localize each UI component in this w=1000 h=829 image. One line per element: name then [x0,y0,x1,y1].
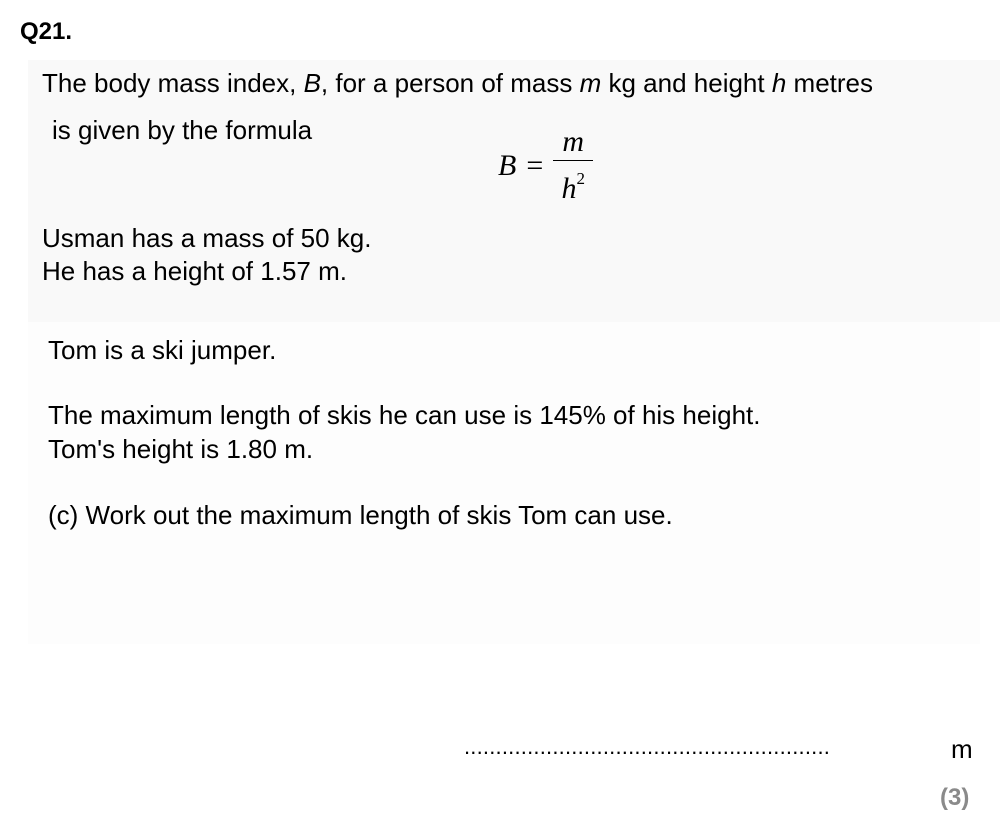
tom-ski-rule: The maximum length of skis he can use is 145% of his height. [48,400,761,430]
marks-label: (3) [940,784,970,811]
question-panel-bottom [28,322,980,644]
formula-equals: = [526,148,544,182]
formula-denominator: $h^2$ [561,169,585,205]
bmi-formula [498,124,593,207]
variable-m: m [579,68,602,98]
usman-mass: Usman has a mass of 50 kg. [42,223,372,253]
variable-h: h [771,68,787,98]
variable-b: B [303,68,321,98]
tom-intro: Tom is a ski jumper. [48,335,277,365]
answer-unit: m [951,734,973,764]
tom-height: Tom's height is 1.80 m. [48,434,314,464]
part-c-question: (c) Work out the maximum length of skis Tom can use. [48,500,673,530]
formula-numerator: m [562,125,585,158]
formula-exponent: 2 [576,169,585,188]
intro-line-2: is given by the formula [52,115,313,145]
question-number: Q21. [20,18,73,45]
answer-line[interactable]: .......................................................... [464,734,831,759]
formula-fraction [553,124,593,207]
usman-height: He has a height of 1.57 m. [42,256,347,286]
formula-lhs: B [498,148,517,182]
intro-line-1: The body mass index, B, for a person of mass m kg and height h metres [42,68,873,98]
